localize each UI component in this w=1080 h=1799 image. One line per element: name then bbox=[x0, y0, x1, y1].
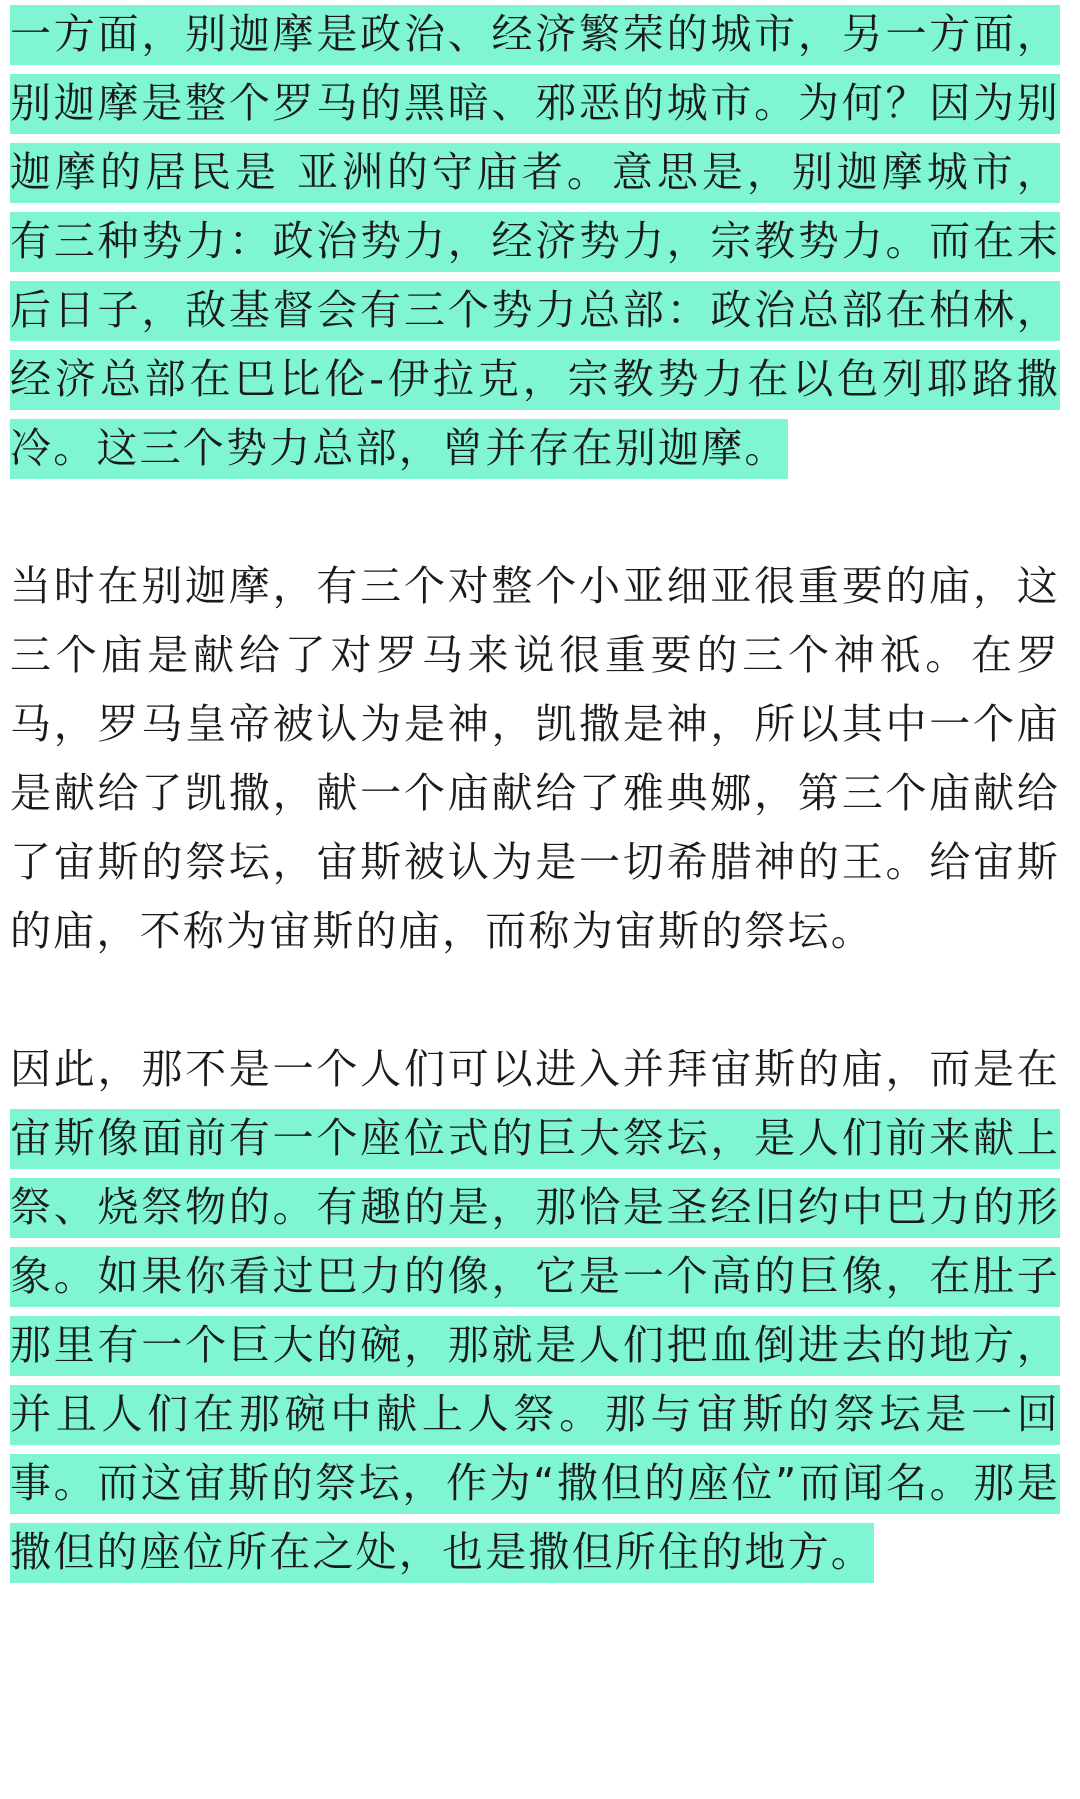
paragraph-2-text: 当时在别迦摩，有三个对整个小亚细亚很重要的庙，这三个庙是献给了对罗马来说很重要的三个神祇。在罗马，罗马皇帝被认为是神，凯撒是神，所以其中一个庙是献给了凯撒，献一个庙献给了雅典娜，第三个庙献给了宙斯的祭坛，宙斯被认为是一切希腊神的王。给宙斯的庙，不称为宙斯的庙，而称为宙斯的祭坛。 bbox=[10, 562, 1060, 955]
paragraph-3 bbox=[10, 1035, 1060, 1587]
article-body bbox=[10, 0, 1060, 1587]
paragraph-1-highlighted-text: 一方面，别迦摩是政治、经济繁荣的城市，另一方面，别迦摩是整个罗马的黑暗、邪恶的城市。为何？因为别迦摩的居民是 亚洲的守庙者。意思是，别迦摩城市，有三种势力：政治势力，经济势力，宗教势力。而在末后日子，敌基督会有三个势力总部：政治总部在柏林，经济总部在巴比伦-伊拉克，宗教势力在以色列耶路撒冷。这三个势力总部，曾并存在别迦摩。 bbox=[10, 5, 1060, 479]
paragraph-3-text: 因此，那不是一个人们可以进入并拜宙斯的庙，而是在 bbox=[10, 1045, 1060, 1093]
paragraph-2 bbox=[10, 552, 1060, 966]
paragraph-3-highlighted-text: 宙斯像面前有一个座位式的巨大祭坛，是人们前来献上祭、烧祭物的。有趣的是，那恰是圣经旧约中巴力的形象。如果你看过巴力的像，它是一个高的巨像，在肚子那里有一个巨大的碗，那就是人们把血倒进去的地方，并且人们在那碗中献上人祭。那与宙斯的祭坛是一回事。而这宙斯的祭坛，作为“撒但的座位”而闻名。那是撒但的座位所在之处，也是撒但所住的地方。 bbox=[10, 1109, 1060, 1583]
paragraph-1 bbox=[10, 0, 1060, 483]
